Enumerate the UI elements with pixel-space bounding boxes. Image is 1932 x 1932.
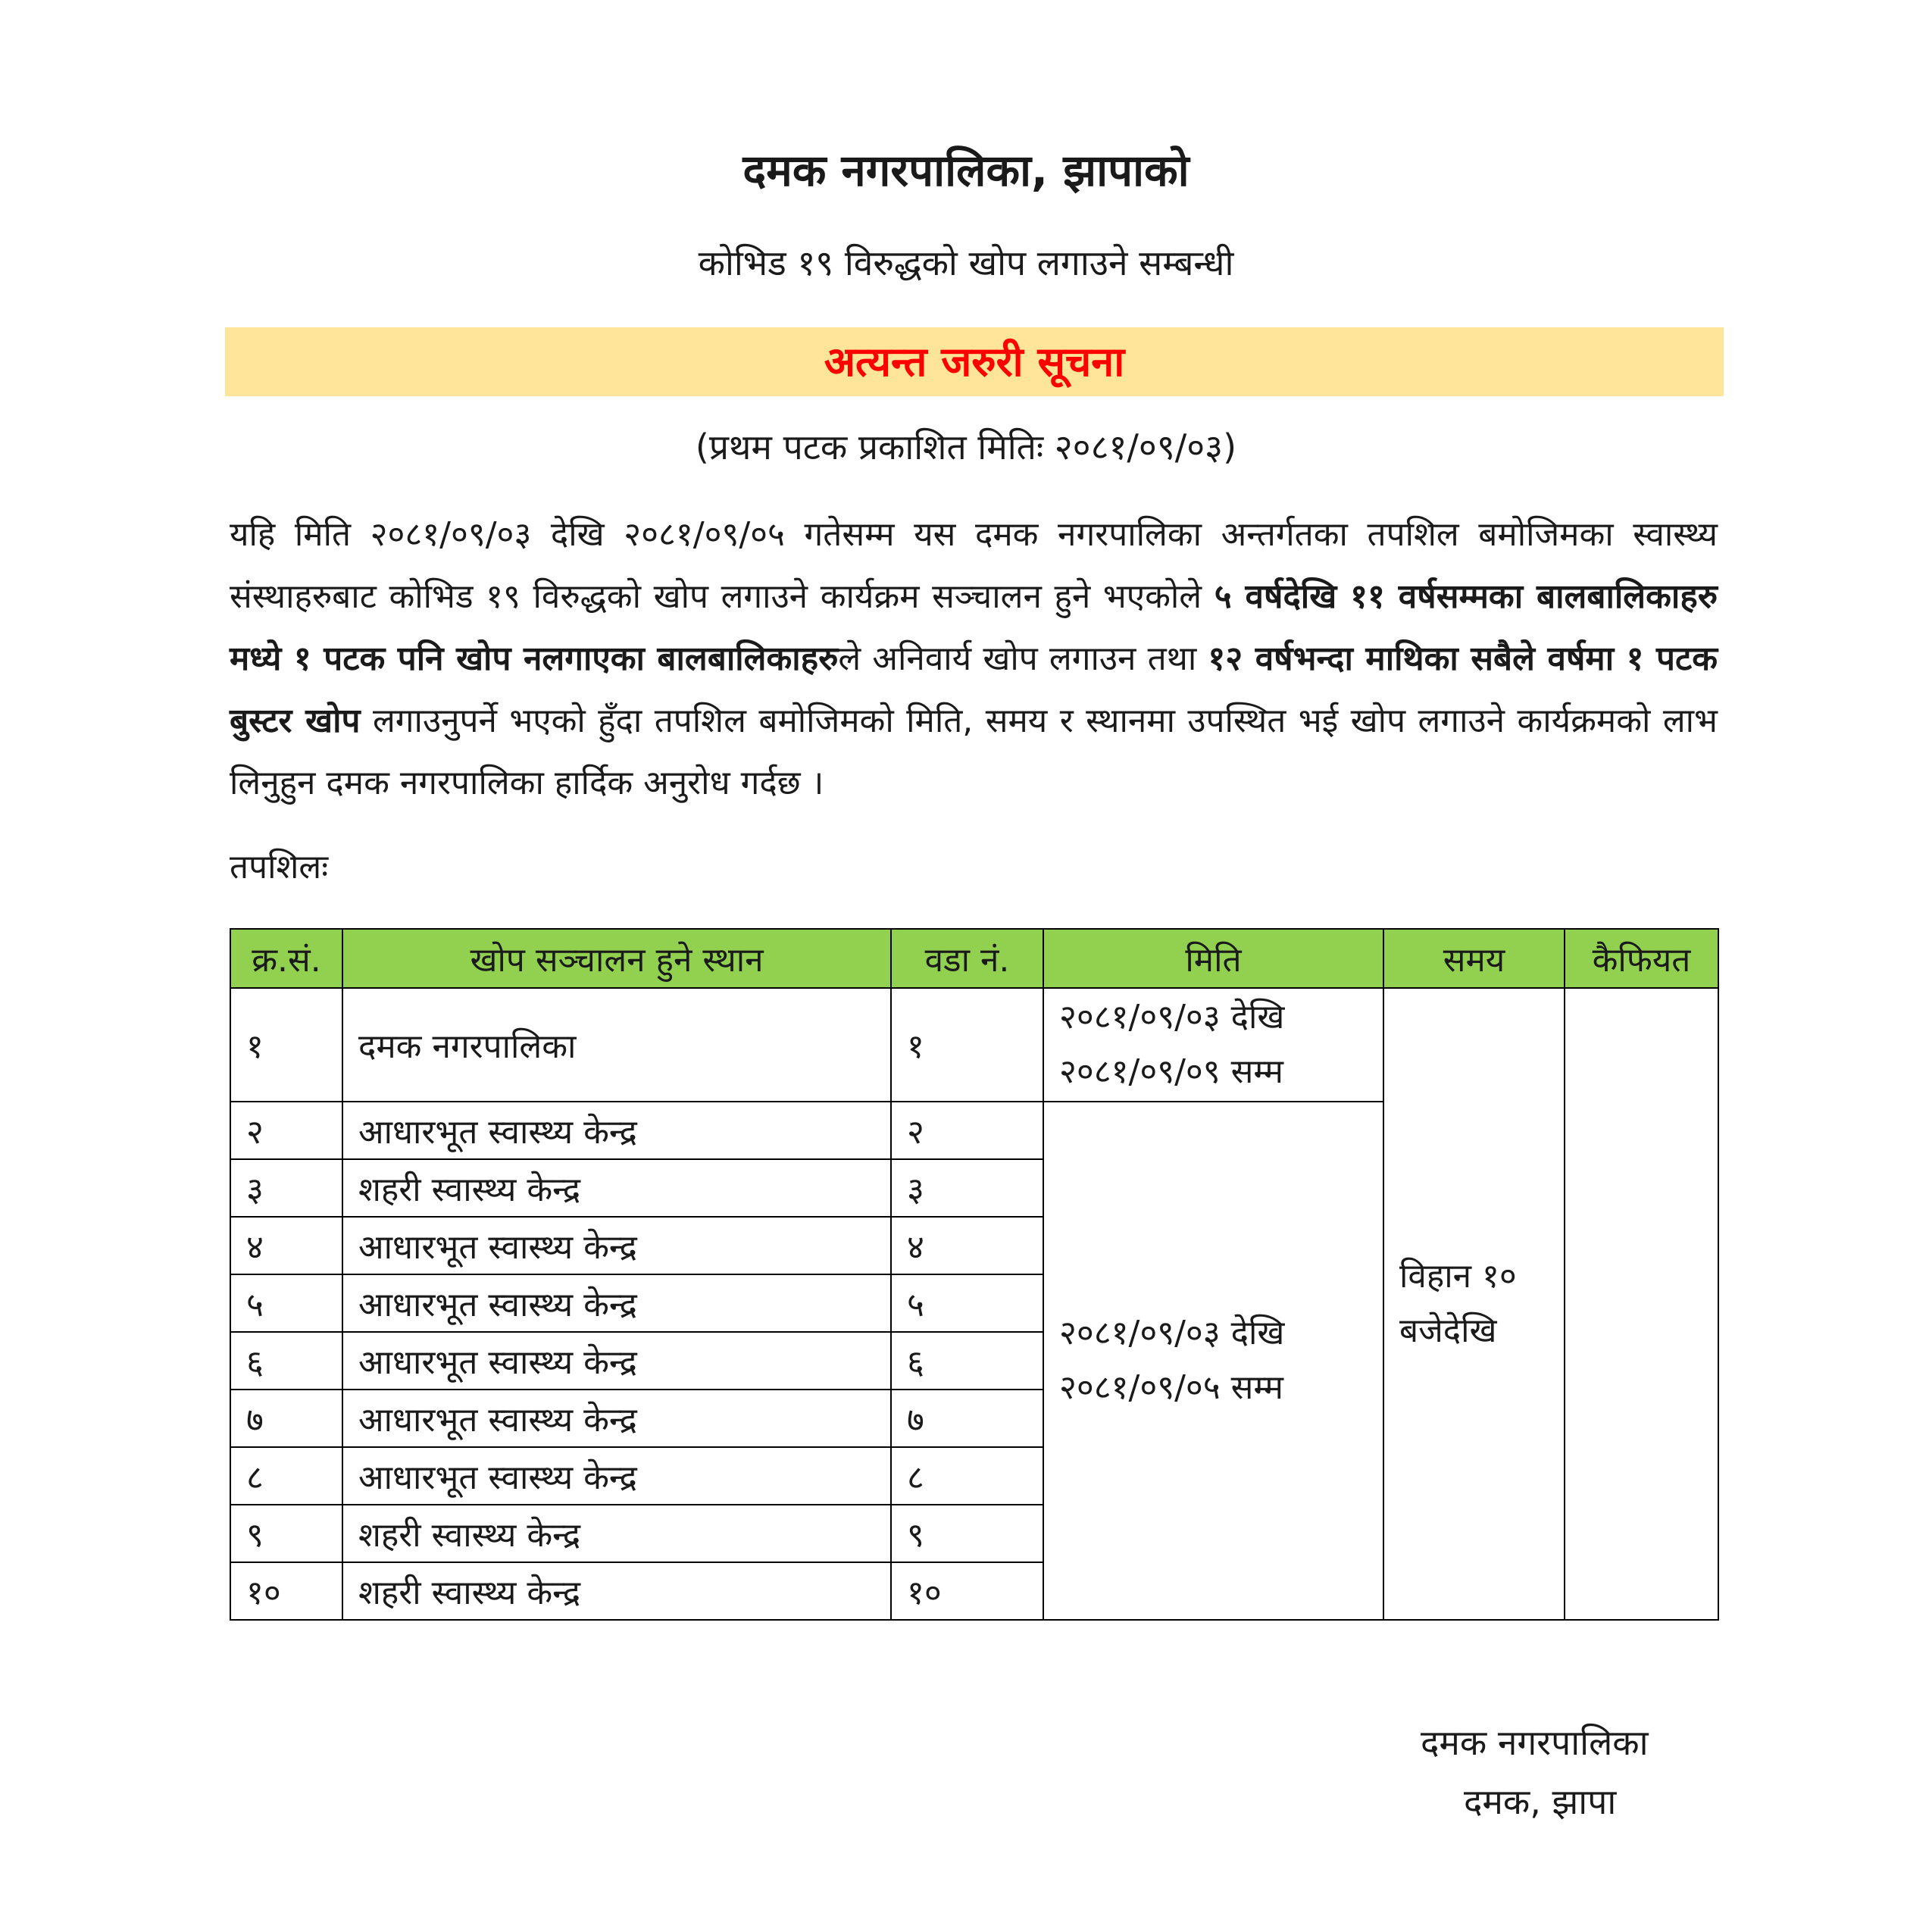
table-row [230,988,1718,1102]
cell-serial: ८ [230,1447,342,1505]
date-from: २०८१/०९/०३ देखि [1059,998,1285,1036]
vaccination-schedule-table [230,928,1719,1621]
cell-place: दमक नगरपालिका [342,988,891,1102]
header-remarks: कैफियत [1565,929,1718,988]
cell-place: शहरी स्वास्थ्य केन्द्र [342,1505,891,1562]
cell-ward: ३ [891,1159,1043,1217]
cell-place: शहरी स्वास्थ्य केन्द्र [342,1562,891,1620]
table-header-row [230,929,1718,988]
cell-place: आधारभूत स्वास्थ्य केन्द्र [342,1390,891,1447]
cell-ward: १० [891,1562,1043,1620]
cell-serial: ७ [230,1390,342,1447]
header-place: खोप सञ्चालन हुने स्थान [342,929,891,988]
time-line1: विहान १० [1399,1257,1517,1296]
date-to: २०८१/०९/०५ सम्म [1059,1368,1283,1407]
page-title: दमक नगरपालिका, झापाको [742,145,1190,196]
body-text-part1: यहि मिति २०८१/०९/०३ देखि २०८१/०९/०५ गतेसम्म यस दमक नगरपालिका अन्तर्गतका तपशिल बमोजिमका स्वास्थ्य संस्थाहरुबाट कोभिड १९ विरुद्धको खोप लगाउने कार्यक्रम सञ्चालन हुने भएकोले [230,515,1718,616]
page-subtitle: कोभिड १९ विरुद्धको खोप लगाउने सम्बन्धी [698,242,1234,283]
cell-place: आधारभूत स्वास्थ्य केन्द्र [342,1102,891,1159]
date-to: २०८१/०९/०९ सम्म [1059,1052,1283,1091]
cell-serial: ५ [230,1274,342,1332]
cell-serial: ९ [230,1505,342,1562]
cell-ward: ५ [891,1274,1043,1332]
date-from: २०८१/०९/०३ देखि [1059,1314,1285,1352]
cell-ward: १ [891,988,1043,1102]
cell-place: शहरी स्वास्थ्य केन्द्र [342,1159,891,1217]
urgent-notice-text: अत्यन्त जरुरी सूचना [824,338,1125,386]
header-time: समय [1383,929,1565,988]
header-date: मिति [1043,929,1383,988]
cell-ward: ४ [891,1217,1043,1274]
published-date: (प्रथम पटक प्रकाशित मितिः २०८१/०९/०३) [695,427,1237,467]
cell-ward: ९ [891,1505,1043,1562]
cell-place: आधारभूत स्वास्थ्य केन्द्र [342,1332,891,1390]
cell-serial: २ [230,1102,342,1159]
header-ward: वडा नं. [891,929,1043,988]
cell-place: आधारभूत स्वास्थ्य केन्द्र [342,1274,891,1332]
cell-serial: १० [230,1562,342,1620]
cell-place: आधारभूत स्वास्थ्य केन्द्र [342,1447,891,1505]
signature-address: दमक, झापा [1464,1781,1617,1822]
cell-serial: १ [230,988,342,1102]
cell-place: आधारभूत स्वास्थ्य केन्द्र [342,1217,891,1274]
header-serial: क्र.सं. [230,929,342,988]
urgent-notice-banner [225,327,1724,396]
cell-serial: ३ [230,1159,342,1217]
signature-municipality: दमक नगरपालिका [1421,1722,1649,1763]
cell-remarks [1565,988,1718,1620]
cell-ward: २ [891,1102,1043,1159]
cell-serial: ६ [230,1332,342,1390]
body-bold-children: ५ वर्षदेखि ११ वर्षसम्मका बालबालिकाहरु मध्ये १ पटक पनि खोप नलगाएका बालबालिकाहरु [230,577,1718,678]
cell-ward: ७ [891,1390,1043,1447]
body-text-part3: लगाउनुपर्ने भएको हुँदा तपशिल बमोजिमको मिति, समय र स्थानमा उपस्थित भई खोप लगाउने कार्यक्रमको लाभ लिनुहुन दमक नगरपालिका हार्दिक अनुरोध गर्दछ । [230,702,1718,802]
body-bold-booster: १२ वर्षभन्दा माथिका सबैले वर्षमा १ पटक बुस्टर खोप [230,639,1718,740]
notice-body [230,504,1718,814]
cell-ward: ६ [891,1332,1043,1390]
schedule-label: तपशिलः [230,848,329,886]
body-text-part2: ले अनिवार्य खोप लगाउन तथा [838,639,1208,678]
cell-ward: ८ [891,1447,1043,1505]
cell-date-wards-2-10 [1043,1102,1383,1620]
cell-time [1383,988,1565,1620]
cell-serial: ४ [230,1217,342,1274]
cell-date-ward1 [1043,988,1383,1102]
time-line2: बजेदेखि [1399,1311,1497,1350]
